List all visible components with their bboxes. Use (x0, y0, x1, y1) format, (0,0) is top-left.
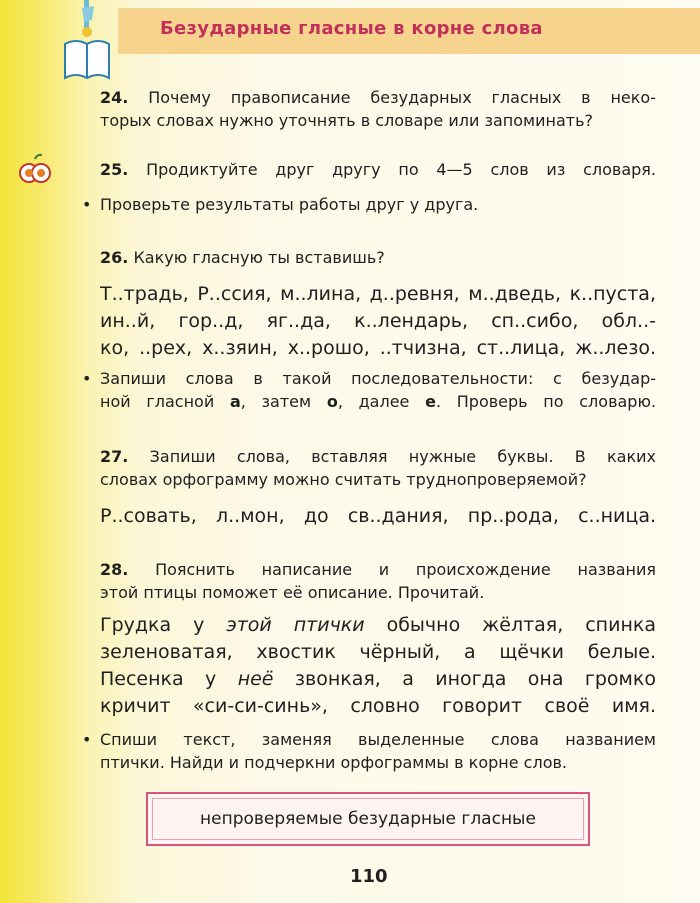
apple-icon (18, 153, 52, 189)
word-list-line: Р..совать, л..мон, до св..дания, пр..рода, с..ница. (100, 505, 656, 527)
exercise-number: 27. (100, 447, 129, 466)
task-text: ной гласной (100, 392, 230, 411)
exercise-text: Почему правописание безударных гласных в неко- (148, 88, 656, 107)
word-list-line: Т..традь, Р..ссия, м..лина, д..ревня, м..дведь, к..пуста, (100, 283, 656, 305)
exercise-text: этой птицы поможет её описание. Прочитай. (100, 583, 485, 602)
book-icon (62, 0, 112, 82)
exercise-27-words (100, 503, 656, 530)
exercise-26 (100, 246, 656, 269)
rule-box (146, 792, 590, 846)
vowel-letter: е (425, 392, 436, 411)
task-bullet: • Спиши текст, заменяя выделенные слова названием (100, 728, 656, 751)
exercise-24 (100, 86, 656, 132)
exercise-text: торых словах нужно уточнять в словаре или запоминать? (100, 111, 593, 130)
reading-line: зеленоватая, хвостик чёрный, а щёчки белые. (100, 641, 656, 663)
word-list-line: ко, ..рех, х..зяин, х..рошо, ..тчизна, ст..лица, ж..лезо. (100, 337, 656, 359)
exercise-28-task (100, 728, 656, 774)
task-text: , затем (240, 392, 327, 411)
highlighted-words: неё (237, 668, 274, 690)
task-bullet: • Проверьте результаты работы друг у друга. (100, 193, 656, 216)
exercise-text: словах орфограмму можно считать труднопроверяемой? (100, 470, 587, 489)
reading-line: Грудка у (100, 614, 227, 636)
exercise-27 (100, 445, 656, 491)
exercise-text: Пояснить написание и происхождение названия (155, 560, 656, 579)
exercise-number: 28. (100, 560, 129, 579)
vowel-letter: а (229, 392, 241, 411)
exercise-number: 24. (100, 88, 129, 107)
exercise-28 (100, 558, 656, 604)
rule-text: непроверяемые безударные гласные (200, 809, 536, 829)
exercise-text: Какую гласную ты вставишь? (133, 248, 385, 267)
task-text: , далее (337, 392, 426, 411)
section-title: Безударные гласные в корне слова (160, 18, 543, 39)
task-bullet: • Запиши слова в такой последовательности: с безудар- (100, 367, 656, 390)
highlighted-words: этой птички (226, 614, 365, 636)
task-text: птички. Найди и подчеркни орфограммы в корне слов. (100, 753, 567, 772)
reading-line: обычно жёлтая, спинка (364, 614, 656, 636)
exercise-text: Продиктуйте друг другу по 4—5 слов из словаря. (146, 160, 656, 179)
exercise-text: Запиши слова, вставляя нужные буквы. В каких (149, 447, 656, 466)
vowel-letter: о (326, 392, 338, 411)
reading-line: Песенка у (100, 668, 238, 690)
task-text: . Проверь по словарю. (435, 392, 657, 411)
reading-text (100, 612, 656, 720)
reading-line: звонкая, а иногда она громко (273, 668, 656, 690)
exercise-26-words (100, 281, 656, 362)
exercise-25 (100, 158, 656, 181)
exercise-number: 26. (100, 248, 129, 267)
reading-line: кричит «си-си-синь», словно говорит своё имя. (100, 695, 656, 717)
exercise-26-task (100, 367, 656, 413)
exercise-number: 25. (100, 160, 129, 179)
exercise-25-task (100, 193, 656, 216)
page-number: 110 (350, 866, 388, 887)
word-list-line: ин..й, гор..д, яг..да, к..лендарь, сп..сибо, обл..- (100, 310, 656, 332)
